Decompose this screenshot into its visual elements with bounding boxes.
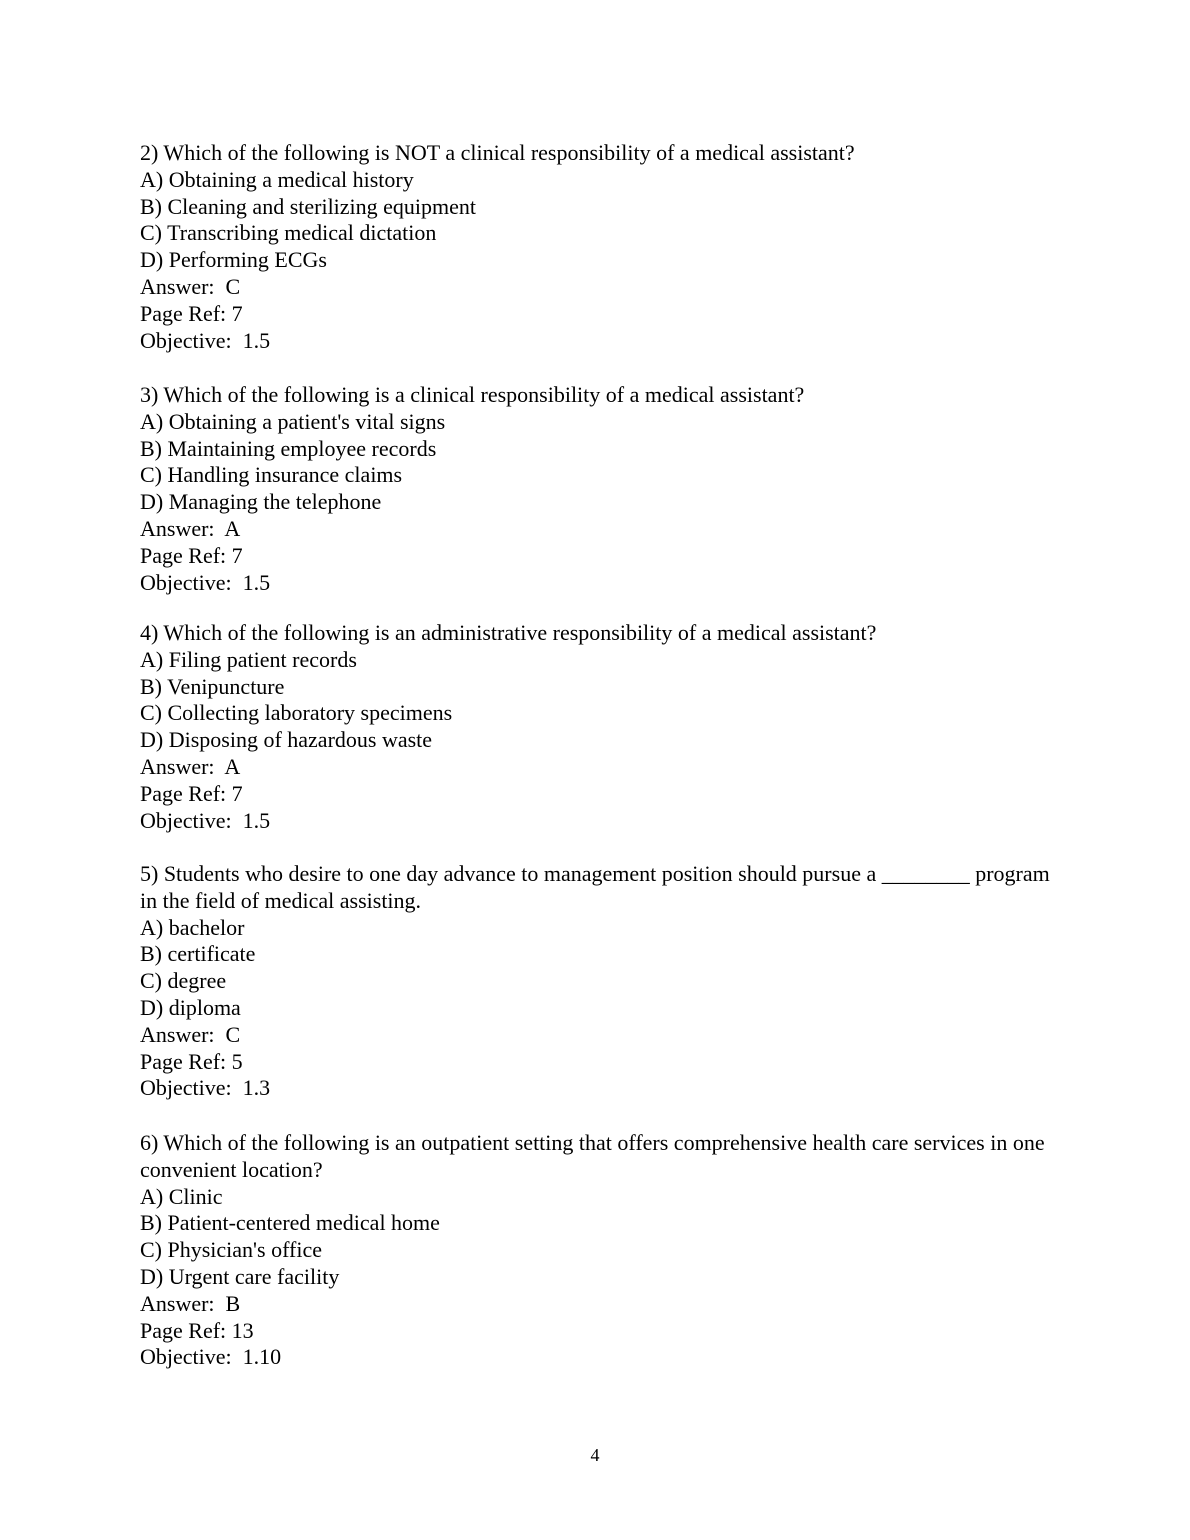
question-block-2 xyxy=(140,140,1050,354)
question-stem: 3) Which of the following is a clinical responsibility of a medical assistant? xyxy=(140,382,805,407)
option-c: C) Physician's office xyxy=(140,1237,322,1263)
option-b: B) certificate xyxy=(140,941,256,967)
page-ref: Page Ref: 5 xyxy=(140,1048,243,1074)
option-b: B) Maintaining employee records xyxy=(140,435,437,461)
option-d: D) diploma xyxy=(140,994,241,1020)
option-b: B) Patient-centered medical home xyxy=(140,1210,440,1236)
objective: Objective: 1.10 xyxy=(140,1344,282,1370)
question-block-4 xyxy=(140,620,1050,834)
option-a: A) Obtaining a patient's vital signs xyxy=(140,408,446,434)
option-a: A) Clinic xyxy=(140,1183,223,1209)
option-a: A) Filing patient records xyxy=(140,646,357,672)
option-b: B) Venipuncture xyxy=(140,673,285,699)
objective: Objective: 1.3 xyxy=(140,1075,271,1101)
answer: Answer: C xyxy=(140,1021,241,1047)
page-number: 4 xyxy=(590,1445,600,1465)
question-stem: 4) Which of the following is an administrative responsibility of a medical assistant? xyxy=(140,620,877,645)
objective: Objective: 1.5 xyxy=(140,569,271,595)
question-block-6 xyxy=(140,1130,1050,1371)
option-d: D) Disposing of hazardous waste xyxy=(140,727,433,753)
objective: Objective: 1.5 xyxy=(140,327,271,353)
question-block-5 xyxy=(140,861,1056,1102)
page-ref: Page Ref: 7 xyxy=(140,542,243,568)
option-d: D) Performing ECGs xyxy=(140,247,327,273)
option-c: C) Transcribing medical dictation xyxy=(140,220,437,246)
page-ref: Page Ref: 7 xyxy=(140,780,243,806)
option-a: A) bachelor xyxy=(140,914,245,940)
objective: Objective: 1.5 xyxy=(140,807,271,833)
option-d: D) Urgent care facility xyxy=(140,1263,340,1289)
answer: Answer: A xyxy=(140,515,241,541)
page-ref: Page Ref: 7 xyxy=(140,300,243,326)
question-stem: 5) Students who desire to one day advance to management position should pursue a ________ program in the field of medical assisting. xyxy=(140,861,1056,913)
option-b: B) Cleaning and sterilizing equipment xyxy=(140,193,477,219)
question-block-3 xyxy=(140,382,1050,596)
option-a: A) Obtaining a medical history xyxy=(140,166,414,192)
option-c: C) degree xyxy=(140,968,227,994)
option-c: C) Collecting laboratory specimens xyxy=(140,700,453,726)
answer: Answer: C xyxy=(140,273,241,299)
answer: Answer: A xyxy=(140,753,241,779)
option-c: C) Handling insurance claims xyxy=(140,462,403,488)
option-d: D) Managing the telephone xyxy=(140,489,382,515)
page-ref: Page Ref: 13 xyxy=(140,1317,254,1343)
question-stem: 6) Which of the following is an outpatient setting that offers comprehensive health care services in one convenient location? xyxy=(140,1130,1051,1182)
answer: Answer: B xyxy=(140,1290,241,1316)
question-stem: 2) Which of the following is NOT a clinical responsibility of a medical assistant? xyxy=(140,140,855,165)
